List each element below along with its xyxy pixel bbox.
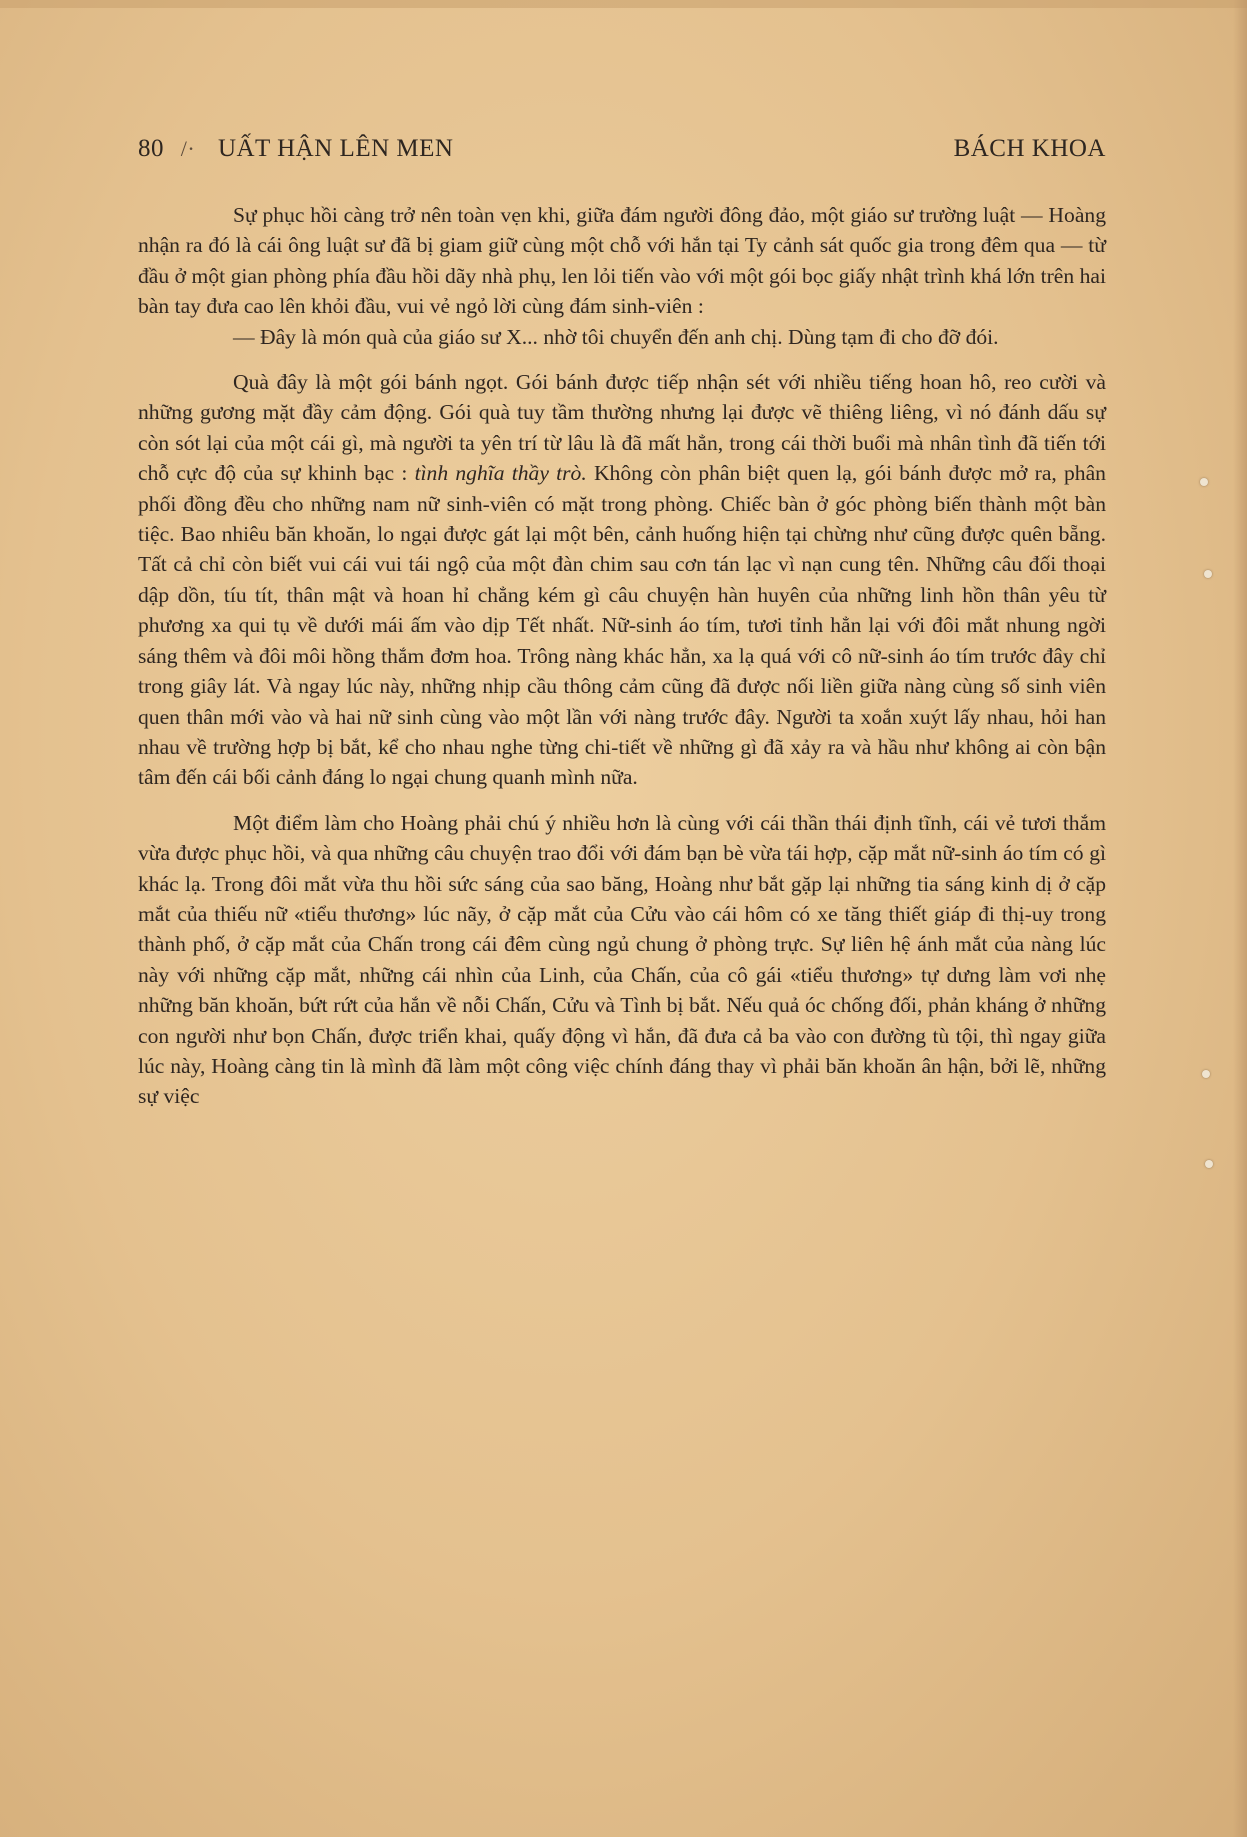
paragraph-3-text-before: Quà đây là một gói bánh ngọt. Gói bánh được tiếp nhận sét với nhiều tiếng hoan hô, reo cười và những gương mặt đầy cảm động. Gói quà tuy tầm thường nhưng lại được vẽ thiêng liêng, vì nó đánh dấu sự còn sót lại của một cái gì, mà người ta yên trí từ lâu là đã mất hẳn, trong cái thời buổi mà nhân tình đã tiến tới chỗ cực độ của sự khinh bạc : <box>138 370 1106 486</box>
binding-hole-4 <box>1205 1160 1213 1168</box>
binding-hole-2 <box>1204 570 1212 578</box>
paragraph-4: Một điểm làm cho Hoàng phải chú ý nhiều hơn là cùng với cái thần thái định tĩnh, cái vẻ tươi thắm vừa được phục hồi, và qua những câu chuyện trao đổi với đám bạn bè vừa tái hợp, cặp mắt nữ-sinh áo tím có gì khác lạ. Trong đôi mắt vừa thu hồi sức sáng của sao băng, Hoàng như bắt gặp lại những tia sáng kinh dị ở cặp mắt của thiếu nữ «tiểu thương» lúc nãy, ở cặp mắt của Cửu vào cái hôm có xe tăng thiết giáp đi thị-uy trong thành phố, ở cặp mắt của Chấn trong cái đêm cùng ngủ chung ở phòng trực. Sự liên hệ ánh mắt của nàng lúc này với những cặp mắt, những cái nhìn của Linh, của Chấn, của cô gái «tiểu thương» tự dưng làm vơi nhẹ những băn khoăn, bứt rứt của hắn về nỗi Chấn, Cửu và Tình bị bắt. Nếu quả óc chống đối, phản kháng ở những con người như bọn Chấn, được triển khai, quấy động vì hắn, đã đưa cả ba vào con đường tù tội, thì ngay giữa lúc này, Hoàng càng tin là mình đã làm một công việc chính đáng thay vì phải băn khoăn ân hận, bởi lẽ, những sự việc <box>138 810 1106 1109</box>
paragraph-3-text-after: Không còn phân biệt quen lạ, gói bánh được mở ra, phân phối đồng đều cho những nam nữ sinh-viên có mặt trong phòng. Chiếc bàn ở góc phòng biến thành một bàn tiệc. Bao nhiêu băn khoăn, lo ngại được gát lại một bên, cảnh huống hiện tại chừng như cũng được quên bẵng. Tất cả chỉ còn biết vui cái vui tái ngộ của một đàn chim sau cơn tán lạc vì nạn cung tên. Những câu đối thoại dập dồn, tíu tít, thân mật và hoan hỉ chẳng kém gì câu chuyện hàn huyên của những linh hồn thân yêu từ phương xa qui tụ về dưới mái ấm vào dịp Tết nhất. Nữ-sinh áo tím, tươi tỉnh hẳn lại với đôi mắt nhung ngời sáng thêm và đôi môi hồng thắm đơm hoa. Trông nàng khác hẳn, xa lạ quá với cô nữ-sinh áo tím trước đây chỉ trong giây lát. Và ngay lúc này, những nhịp cầu thông cảm cũng đã được nối liền giữa nàng cùng số sinh viên quen thân mới vào và hai nữ sinh cùng vào một lần với nàng trước đây. Người ta xoắn xuýt lấy nhau, hỏi han nhau về trường hợp bị bắt, kể cho nhau nghe từng chi-tiết về những gì đã xảy ra và hầu như không ai còn bận tâm đến cái bối cảnh đáng lo ngại chung quanh mình nữa. <box>138 461 1106 790</box>
running-header <box>138 135 1106 171</box>
binding-hole-1 <box>1200 478 1208 486</box>
paragraph-dialogue: — Đây là món quà của giáo sư X... nhờ tôi chuyển đến anh chị. Dùng tạm đi cho đỡ đói. <box>233 324 999 349</box>
page-right-edge <box>1233 0 1247 1837</box>
header-separator: /· <box>180 136 196 161</box>
header-left <box>138 135 453 163</box>
page-number: 80 <box>138 135 164 162</box>
journal-name: BÁCH KHOA <box>953 135 1106 162</box>
binding-hole-3 <box>1202 1070 1210 1078</box>
paragraph-3-emphasis: tình nghĩa thầy trò. <box>414 461 587 486</box>
paragraph-3 <box>138 367 1106 793</box>
body-text <box>138 200 1106 1112</box>
chapter-title: UẤT HẬN LÊN MEN <box>217 135 454 162</box>
paragraph-1: Sự phục hồi càng trở nên toàn vẹn khi, giữa đám người đông đảo, một giáo sư trường luật — Hoàng nhận ra đó là cái ông luật sư đã bị giam giữ cùng một chỗ với hắn tại Ty cảnh sát quốc gia trong đêm qua — từ đầu ở một gian phòng phía đầu hồi dãy nhà phụ, len lỏi tiến vào với một gói bọc giấy nhật trình khá lớn trên hai bàn tay đưa cao lên khỏi đầu, vui vẻ ngỏ lời cùng đám sinh-viên : <box>138 203 1106 319</box>
page-top-edge <box>0 0 1247 8</box>
